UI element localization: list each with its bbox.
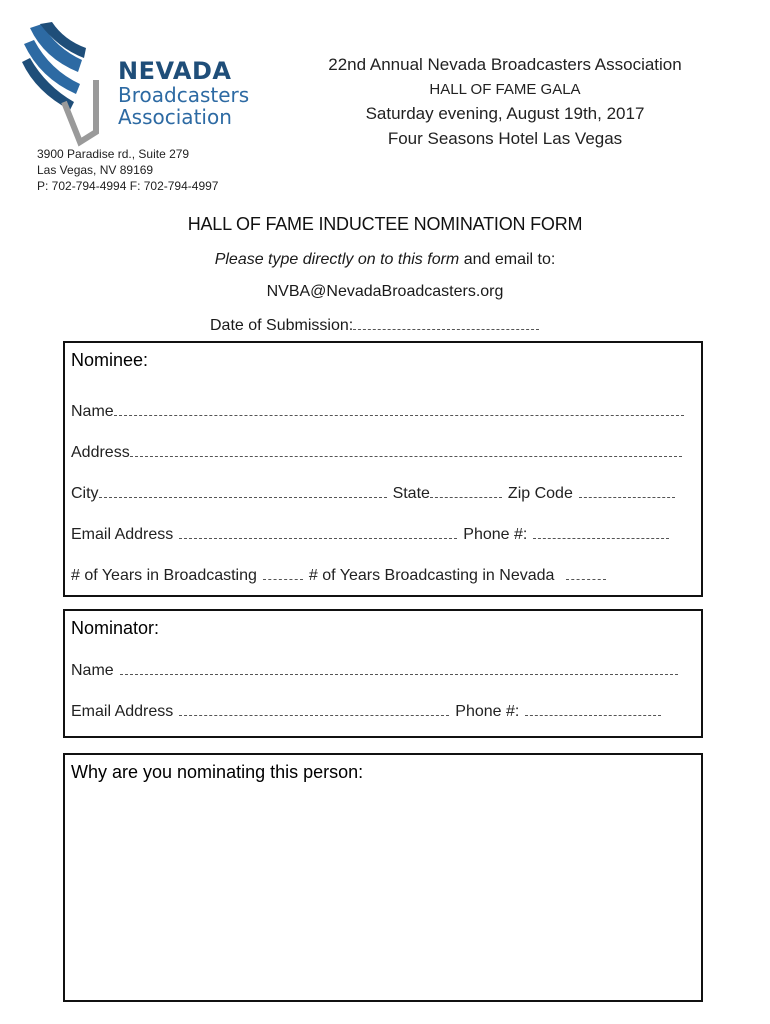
nominee-section — [63, 341, 703, 597]
years-broadcasting-label: # of Years in Broadcasting — [71, 567, 257, 584]
nvba-logo-icon — [22, 22, 122, 147]
nominee-phone-label: Phone #: — [463, 526, 528, 543]
gala-name: HALL OF FAME GALA — [429, 80, 581, 98]
nominee-address-label: Address — [71, 444, 130, 461]
event-header — [305, 53, 705, 151]
years-nevada-label: # of Years Broadcasting in Nevada — [308, 567, 555, 584]
nominee-heading: Nominee: — [71, 350, 149, 370]
reason-heading: Why are you nominating this person: — [71, 762, 364, 782]
nominee-city-label: City — [71, 485, 99, 502]
nominator-heading: Nominator: — [71, 618, 160, 638]
event-title-line: 22nd Annual Nevada Broadcasters Association — [328, 55, 682, 74]
nominee-email-label: Email Address — [71, 526, 174, 543]
nominee-email-row — [71, 524, 669, 544]
nominator-section — [63, 609, 703, 738]
nominator-email-row — [71, 701, 661, 721]
nominee-address-field[interactable] — [130, 442, 682, 457]
nominee-zip-field[interactable] — [579, 483, 675, 498]
date-field[interactable] — [353, 315, 539, 330]
logo-broadcasters-text: Broadcasters — [118, 83, 250, 107]
logo-association-text: Association — [118, 105, 232, 129]
nominee-state-label: State — [392, 485, 430, 502]
nominee-city-field[interactable] — [99, 483, 387, 498]
nominator-email-field[interactable] — [179, 701, 449, 716]
address-city: Las Vegas, NV 89169 — [37, 163, 154, 177]
address-phones: P: 702-794-4994 F: 702-794-4997 — [37, 179, 219, 193]
nominator-name-row — [71, 660, 678, 680]
years-broadcasting-field[interactable] — [263, 565, 303, 580]
event-venue: Four Seasons Hotel Las Vegas — [387, 128, 623, 148]
submission-email: NVBA@NevadaBroadcasters.org — [266, 283, 504, 300]
event-date: Saturday evening, August 19th, 2017 — [365, 104, 645, 123]
logo-nevada-text: NEVADA — [118, 57, 232, 85]
org-address — [37, 146, 218, 194]
nominee-phone-field[interactable] — [533, 524, 669, 539]
years-nevada-field[interactable] — [566, 565, 606, 580]
nominee-years-row — [71, 565, 606, 585]
nominee-state-field[interactable] — [430, 483, 502, 498]
nominee-zip-label: Zip Code — [507, 485, 573, 502]
nomination-reason-section[interactable] — [63, 753, 703, 1002]
nominee-name-row — [71, 401, 684, 421]
nominee-city-row — [71, 483, 675, 503]
instruction-italic: Please type directly on to this form — [214, 251, 460, 268]
form-title: HALL OF FAME INDUCTEE NOMINATION FORM — [187, 214, 583, 234]
nominee-name-label: Name — [71, 403, 114, 420]
date-of-submission-row — [210, 315, 539, 335]
nominator-email-label: Email Address — [71, 703, 174, 720]
date-label: Date of Submission: — [210, 317, 354, 334]
nominator-name-label: Name — [71, 662, 114, 679]
nominee-address-row — [71, 442, 682, 462]
form-instruction — [0, 251, 770, 269]
nominator-name-field[interactable] — [120, 660, 678, 675]
nominee-email-field[interactable] — [179, 524, 457, 539]
instruction-rest: and email to: — [459, 251, 556, 268]
nominator-phone-label: Phone #: — [455, 703, 520, 720]
nominator-phone-field[interactable] — [525, 701, 661, 716]
nominee-name-field[interactable] — [114, 401, 684, 416]
logo-wordmark — [118, 58, 249, 128]
address-street: 3900 Paradise rd., Suite 279 — [37, 147, 190, 161]
